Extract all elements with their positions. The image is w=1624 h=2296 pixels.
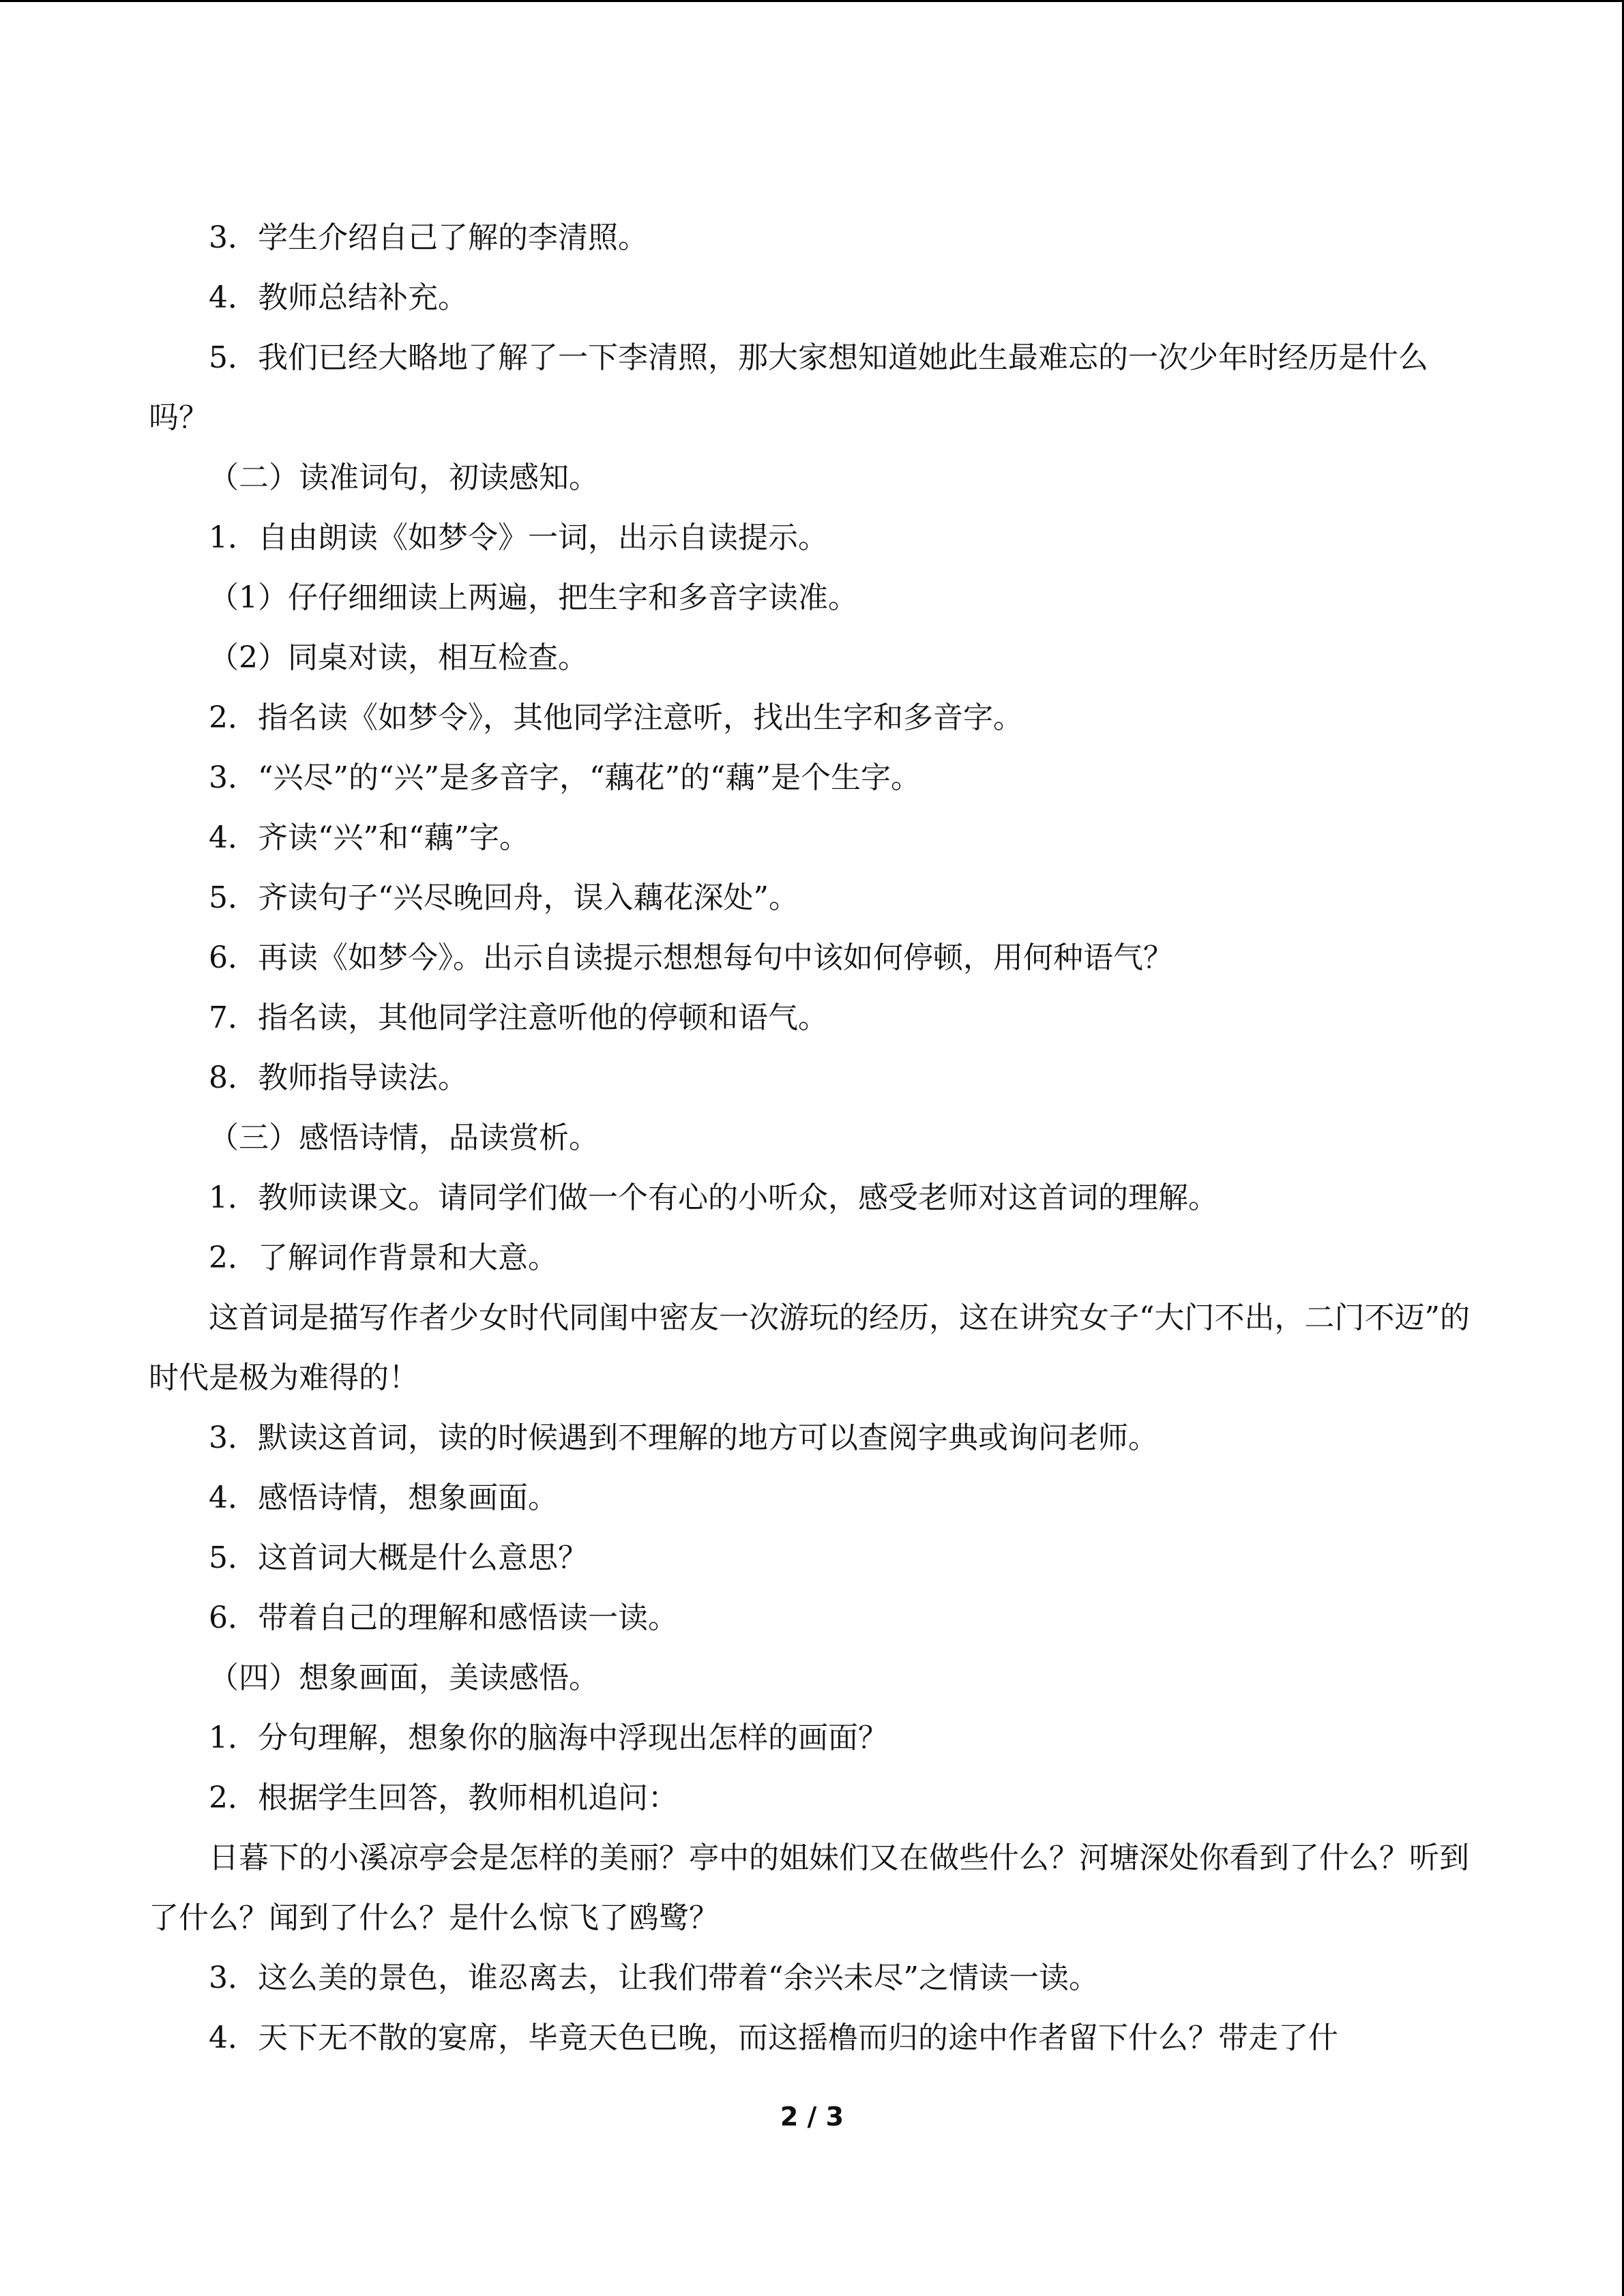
top-border-line xyxy=(0,0,1624,2)
paragraph: 4．感悟诗情，想象画面。 xyxy=(209,1480,558,1515)
paragraph: 1．教师读课文。请同学们做一个有心的小听众，感受老师对这首词的理解。 xyxy=(209,1180,1218,1215)
paragraph: 4．天下无不散的宴席，毕竟天色已晚，而这摇橹而归的途中作者留下什么？带走了什 xyxy=(209,2021,1338,2055)
paragraph: 3．“兴尽”的“兴”是多音字，“藕花”的“藕”是个生字。 xyxy=(209,760,921,795)
paragraph: 5．这首词大概是什么意思？ xyxy=(209,1540,588,1575)
paragraph: 4．教师总结补充。 xyxy=(209,280,468,315)
sub-item: （1）仔仔细细读上两遍，把生字和多音字读准。 xyxy=(209,580,858,615)
section-heading: （二）读准词句，初读感知。 xyxy=(209,460,599,495)
document-body xyxy=(149,208,1473,2068)
paragraph: 1．分句理解，想象你的脑海中浮现出怎样的画面？ xyxy=(209,1720,888,1755)
paragraph: 6．再读《如梦今》。出示自读提示想想每句中该如何停顿，用何种语气？ xyxy=(209,940,1173,975)
paragraph: 4．齐读“兴”和“藕”字。 xyxy=(209,820,529,855)
paragraph: 1．自由朗读《如梦令》一词，出示自读提示。 xyxy=(209,520,828,555)
paragraph: 2．了解词作背景和大意。 xyxy=(209,1240,558,1275)
paragraph: 8．教师指导读法。 xyxy=(209,1060,468,1095)
page-number: 2 / 3 xyxy=(780,2102,844,2132)
paragraph: 3．默读这首词，读的时候遇到不理解的地方可以查阅字典或询问老师。 xyxy=(209,1420,1158,1455)
paragraph: 5．齐读句子“兴尽晚回舟，误入藕花深处”。 xyxy=(209,880,799,915)
section-heading: （四）想象画面，美读感悟。 xyxy=(209,1660,599,1695)
paragraph: 3．学生介绍自己了解的李清照。 xyxy=(209,220,648,255)
paragraph: 2．指名读《如梦令》，其他同学注意听，找出生字和多音字。 xyxy=(209,700,1023,735)
paragraph: 这首词是描写作者少女时代同闺中密友一次游玩的经历，这在讲究女子“大门不出，二门不迈”的时代是极为难得的！ xyxy=(149,1300,1470,1395)
paragraph: 6．带着自己的理解和感悟读一读。 xyxy=(209,1600,678,1635)
paragraph: 日暮下的小溪凉亭会是怎样的美丽？亭中的姐妹们又在做些什么？河塘深处你看到了什么？听到了什么？闻到了什么？是什么惊飞了鸥鹭？ xyxy=(149,1840,1469,1935)
paragraph: 5．我们已经大略地了解了一下李清照，那大家想知道她此生最难忘的一次少年时经历是什么吗？ xyxy=(149,340,1428,435)
paragraph: 7．指名读，其他同学注意听他的停顿和语气。 xyxy=(209,1000,828,1035)
paragraph: 3．这么美的景色，谁忍离去，让我们带着“余兴未尽”之情读一读。 xyxy=(209,1960,1099,1995)
paragraph: 2．根据学生回答，教师相机追问： xyxy=(209,1780,678,1815)
sub-item: （2）同桌对读，相互检查。 xyxy=(209,640,588,675)
section-heading: （三）感悟诗情，品读赏析。 xyxy=(209,1120,599,1155)
